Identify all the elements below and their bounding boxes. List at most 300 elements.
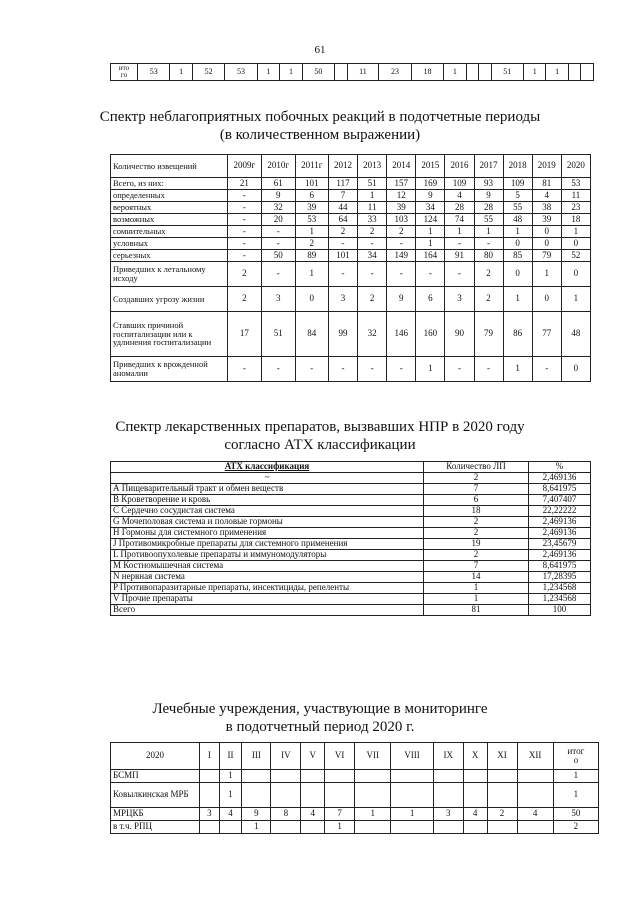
table-row [111,357,591,382]
table-cell: 4 [517,808,553,821]
table-cell: 9 [261,190,295,202]
section3-title-line1: Лечебные учреждения, участвующие в мониторинге [152,701,488,717]
table-cell: - [228,250,262,262]
column-header: 2014 [387,155,416,178]
table-cell: - [328,262,357,287]
table-cell: 28 [445,202,474,214]
row-label: возможных [111,214,228,226]
column-header: % [529,462,591,473]
top-cell: 18 [411,64,443,81]
table-cell: 0 [532,287,561,312]
table-cell: 2 [424,528,529,539]
column-header: 2009г [228,155,262,178]
column-header: XI [487,743,517,770]
top-cell: 52 [192,64,224,81]
table-cell: 1 [561,287,590,312]
table-cell: 48 [503,214,532,226]
table-cell: 55 [503,202,532,214]
table-cell: 32 [261,202,295,214]
table-cell: 2,469136 [529,550,591,561]
table-cell: 48 [561,312,590,357]
top-cell [568,64,580,81]
table-cell: 81 [424,605,529,616]
table-cell: 4 [445,190,474,202]
table-cell: 32 [358,312,387,357]
table-cell: 12 [387,190,416,202]
table-cell: 9 [416,190,445,202]
row-label: P Противопаразитарные препараты, инсектициды, репеленты [111,583,424,594]
top-cell: 50 [302,64,334,81]
table-cell: 3 [200,808,220,821]
table-cell: 7 [325,808,355,821]
table-cell [271,770,301,783]
table-cell: 39 [295,202,328,214]
table-cell [200,783,220,808]
row-label: Ставших причиной госпитализации или к удлинения госпитализации [111,312,228,357]
top-cell: 1 [280,64,302,81]
column-header: 2020 [111,743,200,770]
table-cell [355,783,391,808]
table-cell: 89 [295,250,328,262]
table-cell: 52 [561,250,590,262]
column-header: XII [517,743,553,770]
table-cell: 160 [416,312,445,357]
table-cell: 11 [561,190,590,202]
table-cell: 18 [561,214,590,226]
column-header: V [301,743,325,770]
table-cell: 0 [503,262,532,287]
table-row [111,605,591,616]
column-header: VII [355,743,391,770]
column-header: 2017 [474,155,503,178]
row-label: Всего [111,605,424,616]
column-header: IV [271,743,301,770]
top-cell: 53 [138,64,170,81]
row-label: В Кроветворение и кровь [111,495,424,506]
table-cell: 117 [328,178,357,190]
column-header: Количество ЛП [424,462,529,473]
table-row [111,770,599,783]
monitoring-institutions-table [110,742,599,834]
table-cell: - [228,238,262,250]
top-cell: 1 [523,64,545,81]
top-cell [581,64,594,81]
table-cell: 109 [503,178,532,190]
table-cell [487,783,517,808]
table-cell: 99 [328,312,357,357]
table-cell: 8,641975 [529,484,591,495]
column-header: X [463,743,487,770]
table-cell: 1 [503,226,532,238]
table-cell: 1 [358,190,387,202]
column-header: 2011г [295,155,328,178]
table-row [111,484,591,495]
table-cell [271,783,301,808]
table-cell: 101 [328,250,357,262]
table-cell: 50 [553,808,598,821]
table-cell: 2 [424,517,529,528]
row-label: Ковылкинская МРБ [111,783,200,808]
column-header: 2010г [261,155,295,178]
table-cell: - [532,357,561,382]
table-cell: 1 [295,262,328,287]
table-row [111,550,591,561]
row-label: L Противоопухолевые препараты и иммуномодуляторы [111,550,424,561]
row-label: МРЦКБ [111,808,200,821]
table-cell [219,821,242,834]
column-header: Количество извещений [111,155,228,178]
table-cell [517,821,553,834]
row-label: V Прочие препараты [111,594,424,605]
row-label: сомнительных [111,226,228,238]
table-cell: 9 [387,287,416,312]
column-header: 2013 [358,155,387,178]
table-cell: 86 [503,312,532,357]
top-cell: 11 [347,64,379,81]
table-cell: - [445,238,474,250]
table-cell: 1 [553,770,598,783]
table-cell: 84 [295,312,328,357]
top-cell: 23 [379,64,411,81]
table-cell: 1 [445,226,474,238]
table-row [111,821,599,834]
table-cell: 17 [228,312,262,357]
table-cell: 51 [261,312,295,357]
table-cell: 8,641975 [529,561,591,572]
top-cell: 1 [444,64,466,81]
table-cell [487,821,517,834]
table-cell: 3 [261,287,295,312]
table-cell: - [328,238,357,250]
table-cell: - [387,238,416,250]
table-cell: 14 [424,572,529,583]
table-cell: 1 [355,808,391,821]
table-cell: 53 [561,178,590,190]
top-cell: 53 [225,64,257,81]
table-row [111,572,591,583]
table-cell: 1 [295,226,328,238]
table-row [111,517,591,528]
section2-title-line2: согласно АТХ классификации [224,437,416,453]
table-cell: 1 [553,783,598,808]
table-cell: 7 [424,484,529,495]
table-cell: - [445,357,474,382]
table-cell: 2 [474,262,503,287]
row-label: серьезных [111,250,228,262]
table-cell: 0 [532,226,561,238]
table-cell: - [228,202,262,214]
table-cell: - [261,226,295,238]
row-label: G Мочеполовая система и половые гормоны [111,517,424,528]
column-header: 2019 [532,155,561,178]
table-cell: 4 [301,808,325,821]
table-cell: 74 [445,214,474,226]
section1-title-line2: (в количественном выражении) [219,127,421,143]
table-cell: 11 [358,202,387,214]
table-cell [433,821,463,834]
table-cell: 77 [532,312,561,357]
table-cell: - [358,357,387,382]
column-header: 2020 [561,155,590,178]
table-cell: 2 [424,473,529,484]
table-cell [301,821,325,834]
table-row [111,528,591,539]
table-cell: 2 [424,550,529,561]
table-cell: 79 [474,312,503,357]
table-cell [391,783,433,808]
table-cell: 6 [295,190,328,202]
table-cell: 1 [325,821,355,834]
table-cell [391,770,433,783]
table-cell: - [358,262,387,287]
table-cell [242,783,271,808]
table-cell: 4 [463,808,487,821]
table-cell: 38 [532,202,561,214]
table-cell: - [295,357,328,382]
table-cell: 64 [328,214,357,226]
table-row [111,238,591,250]
table-cell: - [228,214,262,226]
table-cell: 79 [532,250,561,262]
table-cell: 157 [387,178,416,190]
table-cell [242,770,271,783]
column-header: II [219,743,242,770]
table-cell: 55 [474,214,503,226]
table-cell: 50 [261,250,295,262]
table-cell: - [228,190,262,202]
table-header-row [111,155,591,178]
table-cell: 100 [529,605,591,616]
row-label: условных [111,238,228,250]
table-cell: - [228,357,262,382]
table-cell: 9 [242,808,271,821]
table-cell: 23 [561,202,590,214]
table-row [111,594,591,605]
row-label: Всего, из них: [111,178,228,190]
row-label: Приведших к врожденной аномалии [111,357,228,382]
row-label: N нервная система [111,572,424,583]
table-row [111,178,591,190]
table-row [111,506,591,517]
table-cell [463,770,487,783]
table-cell [355,821,391,834]
top-summary-row [111,64,594,81]
table-cell: - [328,357,357,382]
table-cell: 8 [271,808,301,821]
table-row [111,583,591,594]
table-cell: 39 [532,214,561,226]
table-cell: 2 [228,287,262,312]
column-header: 2016 [445,155,474,178]
table-cell: 2 [487,808,517,821]
table-cell [517,770,553,783]
table-cell: 7 [424,561,529,572]
table-row [111,312,591,357]
table-row [111,561,591,572]
table-row [111,202,591,214]
table-cell: 1,234568 [529,583,591,594]
column-header: VIII [391,743,433,770]
section1-title-line1: Спектр неблагоприятных побочных реакций в подотчетные периоды [99,109,541,125]
top-cell [335,64,347,81]
table-cell: 1 [242,821,271,834]
table-cell: 1 [391,808,433,821]
table-cell: 2,469136 [529,528,591,539]
table-cell: 0 [532,238,561,250]
table-cell: 85 [503,250,532,262]
page-number: 61 [314,44,326,56]
table-cell: - [261,262,295,287]
table-cell: 103 [387,214,416,226]
table-header-row [111,743,599,770]
table-row [111,226,591,238]
table-cell: 0 [503,238,532,250]
column-header: IX [433,743,463,770]
table-cell: 1 [424,594,529,605]
table-cell: 20 [261,214,295,226]
table-row [111,287,591,312]
table-cell: 2 [358,226,387,238]
table-cell: 7 [328,190,357,202]
row-label: Создавших угрозу жизни [111,287,228,312]
table-cell [433,770,463,783]
table-cell: 51 [358,178,387,190]
table-cell: 1 [416,238,445,250]
table-cell: 6 [416,287,445,312]
table-cell: 28 [474,202,503,214]
table-cell [325,783,355,808]
table-cell: 146 [387,312,416,357]
column-header: III [242,743,271,770]
table-cell: 3 [445,287,474,312]
column-header: 2018 [503,155,532,178]
row-label: Приведших к летальному исходу [111,262,228,287]
table-row [111,495,591,506]
table-cell: 2 [387,226,416,238]
table-cell: - [261,357,295,382]
table-cell: 5 [503,190,532,202]
table-cell: - [261,238,295,250]
table-cell: 81 [532,178,561,190]
table-cell: 9 [474,190,503,202]
table-row [111,783,599,808]
table-cell [463,783,487,808]
row-label: С Сердечно сосудистая система [111,506,424,517]
column-header: I [200,743,220,770]
table-cell: 1 [219,783,242,808]
table-cell: 90 [445,312,474,357]
table-cell: 91 [445,250,474,262]
table-cell: 1 [503,287,532,312]
table-cell: 1 [416,226,445,238]
row-label: вероятных [111,202,228,214]
top-cell: 51 [491,64,523,81]
top-cell: 1 [546,64,568,81]
table-header-row [111,462,591,473]
table-cell: 101 [295,178,328,190]
top-cell [479,64,491,81]
table-cell: - [474,238,503,250]
table-cell: 164 [416,250,445,262]
table-cell [487,770,517,783]
table-cell: 61 [261,178,295,190]
table-cell [301,783,325,808]
section3-title-line2: в подотчетный период 2020 г. [225,719,415,735]
table-cell: 34 [358,250,387,262]
table-cell [433,783,463,808]
table-cell: 1 [474,226,503,238]
table-cell: - [387,262,416,287]
table-cell: 1 [424,583,529,594]
table-cell [200,821,220,834]
table-row [111,214,591,226]
table-cell: 0 [295,287,328,312]
table-cell: 2 [228,262,262,287]
table-cell: 0 [561,262,590,287]
table-cell: 1 [416,357,445,382]
table-row [111,190,591,202]
table-cell: 2 [328,226,357,238]
table-cell: 169 [416,178,445,190]
row-label: определенных [111,190,228,202]
table-cell [271,821,301,834]
top-cell: ито го [111,64,138,81]
table-cell: 2 [474,287,503,312]
table-cell: - [474,357,503,382]
table-cell [325,770,355,783]
table-row [111,250,591,262]
table-cell: - [358,238,387,250]
table-cell: 0 [561,357,590,382]
reactions-spectrum-table [110,154,591,382]
top-cell: 1 [257,64,279,81]
top-summary-table [110,63,594,81]
section2-title-line1: Спектр лекарственных препаратов, вызвавших НПР в 2020 году [115,419,525,435]
column-header: 2012 [328,155,357,178]
row-label: А Пищеварительный тракт и обмен веществ [111,484,424,495]
table-cell: - [228,226,262,238]
table-cell: 4 [532,190,561,202]
table-cell [301,770,325,783]
table-cell: - [445,262,474,287]
table-cell: 21 [228,178,262,190]
top-cell [466,64,478,81]
table-cell: 1 [532,262,561,287]
atc-classification-table [110,461,591,616]
column-header: АТХ классификация [111,462,424,473]
table-cell: 6 [424,495,529,506]
table-cell: 2,469136 [529,473,591,484]
table-cell [517,783,553,808]
row-label: M Костномышечная система [111,561,424,572]
table-cell: 2 [358,287,387,312]
table-cell: 80 [474,250,503,262]
table-cell: 3 [433,808,463,821]
row-label: БСМП [111,770,200,783]
table-cell: 2,469136 [529,517,591,528]
table-cell: 0 [561,238,590,250]
table-cell: 1,234568 [529,594,591,605]
table-cell: - [387,357,416,382]
row-label: H Гормоны для системного применения [111,528,424,539]
table-row [111,808,599,821]
table-cell [391,821,433,834]
column-header: итог о [553,743,598,770]
table-cell: 1 [219,770,242,783]
table-cell: 4 [219,808,242,821]
table-cell: 18 [424,506,529,517]
table-row [111,262,591,287]
